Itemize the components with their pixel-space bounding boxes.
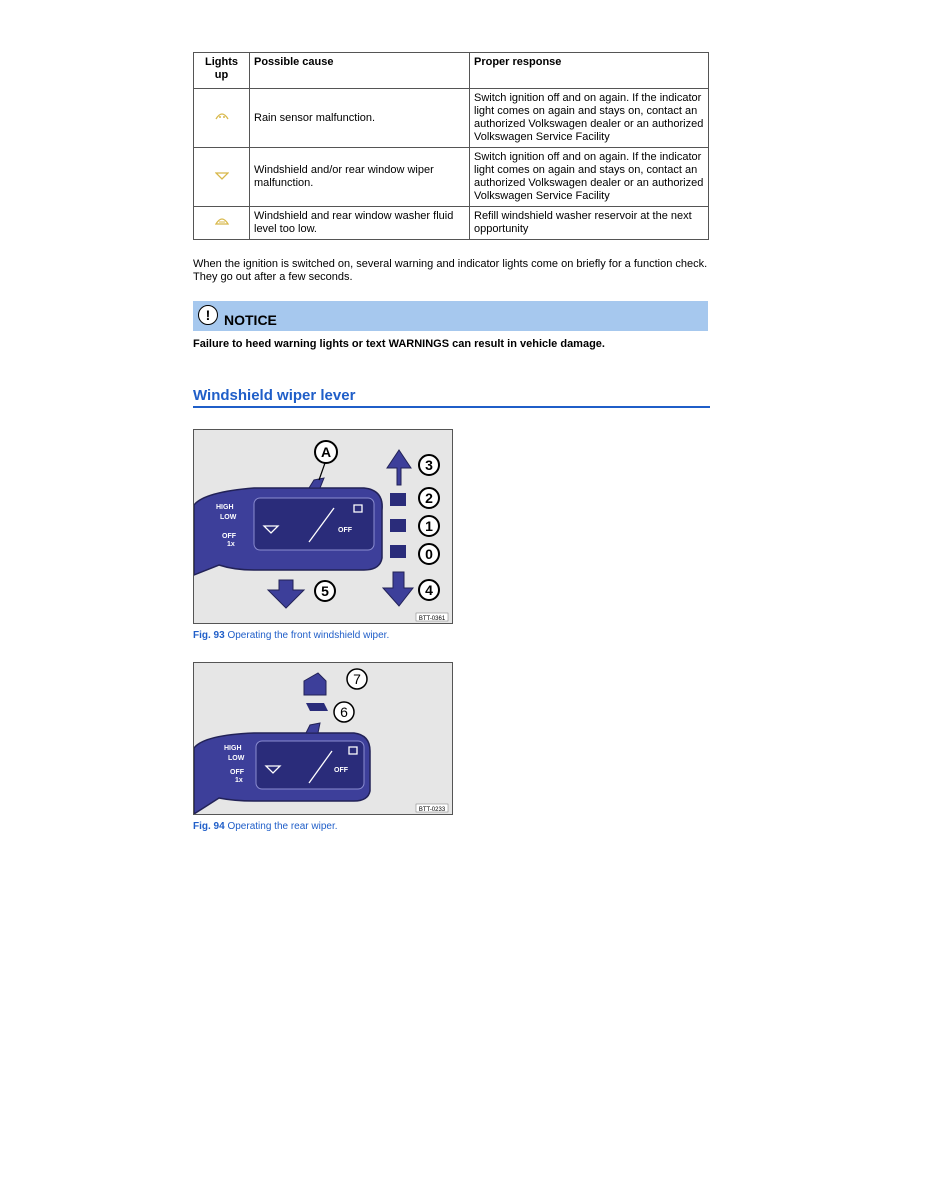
table-cell-cause: Rain sensor malfunction.: [250, 89, 470, 148]
table-cell-response: Switch ignition off and on again. If the indicator light comes on again and stays on, contact an authorized Volkswagen dealer or an authorized Volkswagen Service Facility: [470, 89, 709, 148]
lever-label-off: OFF: [222, 533, 236, 540]
lever-label-1x: 1x: [235, 777, 243, 784]
wiper-icon: [215, 170, 229, 180]
position-6-block: [306, 703, 328, 711]
section-divider: [193, 406, 710, 408]
marker-1-label: 1: [425, 518, 433, 534]
marker-4-label: 4: [425, 582, 433, 598]
marker-3-label: 3: [425, 457, 433, 473]
position-2-block: [390, 493, 406, 506]
notice-text: Failure to heed warning lights or text WARNINGS can result in vehicle damage.: [193, 338, 605, 350]
arrow-down-icon: [268, 580, 304, 608]
figure-code: BTT-0361: [418, 616, 446, 622]
section-title: Windshield wiper lever: [193, 387, 356, 404]
lever-knob: [306, 723, 320, 733]
lever-panel: [254, 498, 374, 550]
position-0-block: [390, 545, 406, 558]
marker-0-label: 0: [425, 546, 433, 562]
figure-front-wiper: [193, 429, 453, 624]
panel-off-label: OFF: [338, 527, 352, 534]
notice-header: [193, 301, 708, 331]
arrow-up-icon: [304, 673, 326, 695]
lever-label-1x: 1x: [227, 541, 235, 548]
table-row: [194, 148, 709, 207]
lever-label-off: OFF: [230, 769, 244, 776]
marker-2-label: 2: [425, 490, 433, 506]
lever-label-low: LOW: [220, 514, 237, 521]
panel-off-label: OFF: [334, 767, 348, 774]
table-cell-cause: Windshield and/or rear window wiper malfunction.: [250, 148, 470, 207]
figure-93-caption: Fig. 93 Operating the front windshield wiper.: [193, 630, 390, 641]
function-check-paragraph: When the ignition is switched on, several warning and indicator lights come on briefly for a function check. They go out after a few seconds.: [193, 258, 708, 283]
table-cell-cause: Windshield and rear window washer fluid level too low.: [250, 207, 470, 240]
lever-label-low: LOW: [228, 755, 245, 762]
marker-5-label: 5: [321, 583, 329, 599]
header-lights-up: Lights up: [194, 53, 250, 89]
table-row: [194, 207, 709, 240]
figure-94-caption: Fig. 94 Operating the rear wiper.: [193, 821, 338, 832]
header-possible-cause: Possible cause: [250, 53, 470, 89]
position-1-block: [390, 519, 406, 532]
marker-7-label: 7: [353, 671, 361, 687]
marker-a-label: A: [320, 444, 332, 460]
table-row: [194, 89, 709, 148]
arrow-down-icon: [383, 572, 413, 606]
figure-rear-wiper: [193, 662, 453, 815]
notice-icon: !: [198, 305, 218, 325]
lever-knob: [309, 478, 324, 488]
figure-code: BTT-0233: [418, 807, 446, 813]
notice-title: NOTICE: [224, 312, 277, 328]
header-proper-response: Proper response: [470, 53, 709, 89]
rain-sensor-icon: [215, 111, 229, 121]
lever-label-high: HIGH: [224, 745, 242, 752]
arrow-up-icon: [387, 450, 411, 485]
lever-label-high: HIGH: [216, 504, 234, 511]
front-wiper-illustration: [194, 430, 452, 623]
table-header-row: [194, 53, 709, 89]
warning-lights-table: [193, 52, 709, 240]
washer-fluid-icon: [215, 216, 229, 226]
table-cell-response: Refill windshield washer reservoir at the next opportunity: [470, 207, 709, 240]
rear-wiper-illustration: [194, 663, 452, 814]
marker-6-label: 6: [340, 704, 348, 720]
table-cell-response: Switch ignition off and on again. If the indicator light comes on again and stays on, contact an authorized Volkswagen dealer or an authorized Volkswagen Service Facility: [470, 148, 709, 207]
